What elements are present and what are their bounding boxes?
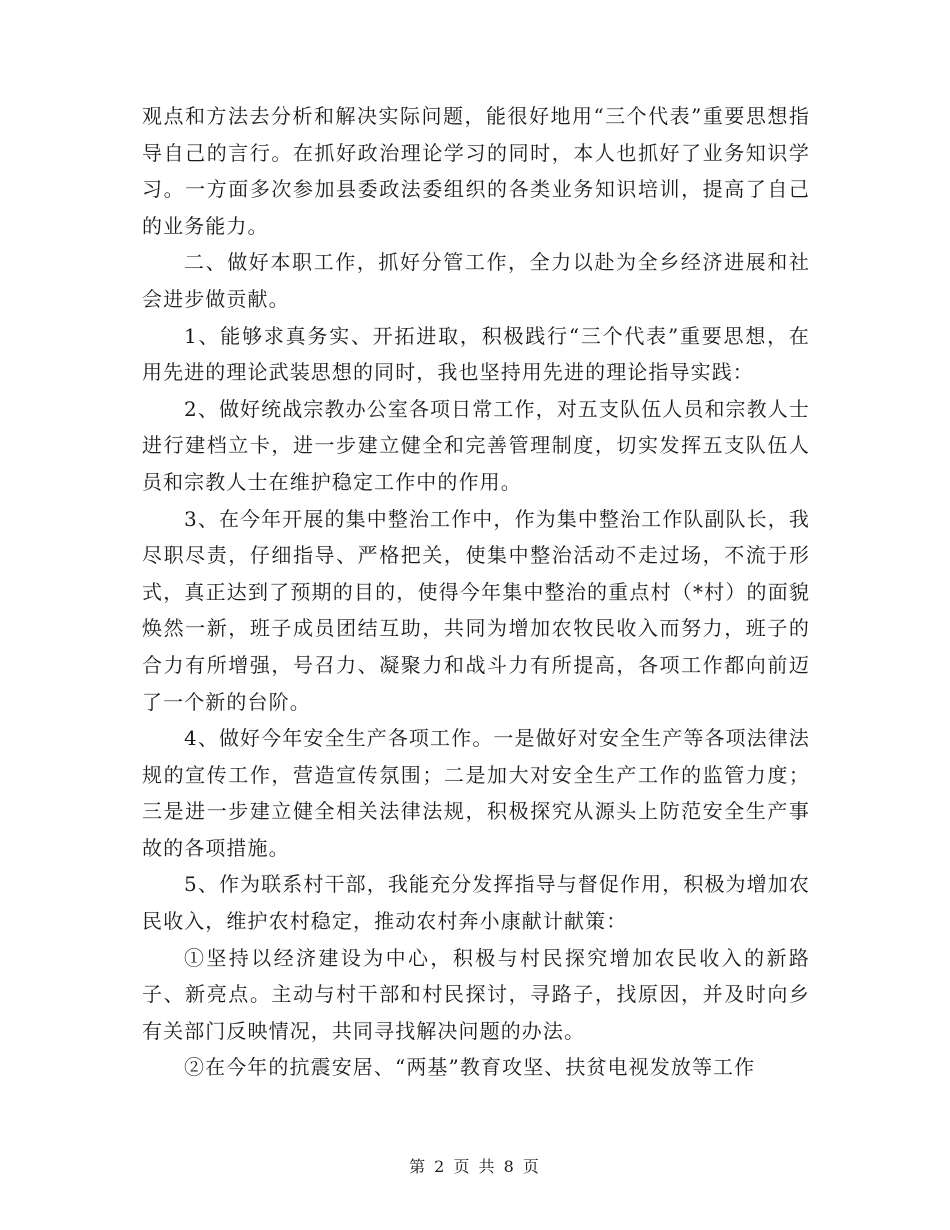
paragraph-9: ②在今年的抗震安居、“两基”教育攻坚、扶贫电视发放等工作: [184, 1055, 756, 1080]
paragraph-3: 1、能够求真务实、开拓进取，积极践行“三个代表”重要思想，在用先进的理论武装思想的同时，我也坚持用先进的理论指导实践：: [142, 323, 810, 385]
paragraph-2: 二、做好本职工作，抓好分管工作，全力以赴为全乡经济进展和社会进步做贡献。: [142, 250, 810, 311]
paragraph-8: ①坚持以经济建设为中心，积极与村民探究增加农民收入的新路子、新亮点。主动与村干部和村民探讨，寻路子，找原因，并及时向乡有关部门反映情况，共同寻找解决问题的办法。: [142, 945, 810, 1043]
paragraph-7: 5、作为联系村干部，我能充分发挥指导与督促作用，积极为增加农民收入，维护农村稳定，推动农村奔小康献计献策：: [142, 872, 810, 934]
paragraph-5: 3、在今年开展的集中整治工作中，作为集中整治工作队副队长，我尽职尽责，仔细指导、严格把关，使集中整治活动不走过场，不流于形式，真正达到了预期的目的，使得今年集中整治的重点村（*村）的面貌焕然一新，班子成员团结互助，共同为增加农牧民收入而努力，班子的合力有所增强，号召力、凝聚力和战斗力有所提高，各项工作都向前迈了一个新的台阶。: [142, 506, 810, 714]
document-body: [142, 98, 810, 1086]
paragraph-6: 4、做好今年安全生产各项工作。一是做好对安全生产等各项法律法规的宣传工作，营造宣传氛围；二是加大对安全生产工作的监管力度；三是进一步建立健全相关法律法规，积极探究从源头上防范安全生产事故的各项措施。: [142, 726, 810, 860]
paragraph-1: 观点和方法去分析和解决实际问题，能很好地用“三个代表”重要思想指导自己的言行。在抓好政治理论学习的同时，本人也抓好了业务知识学习。一方面多次参加县委政法委组织的各类业务知识培训，提高了自己的业务能力。: [142, 104, 810, 238]
paragraph-4: 2、做好统战宗教办公室各项日常工作，对五支队伍人员和宗教人士进行建档立卡，进一步建立健全和完善管理制度，切实发挥五支队伍人员和宗教人士在维护稳定工作中的作用。: [142, 396, 810, 494]
page-footer: 第 2 页 共 8 页: [409, 1157, 541, 1176]
